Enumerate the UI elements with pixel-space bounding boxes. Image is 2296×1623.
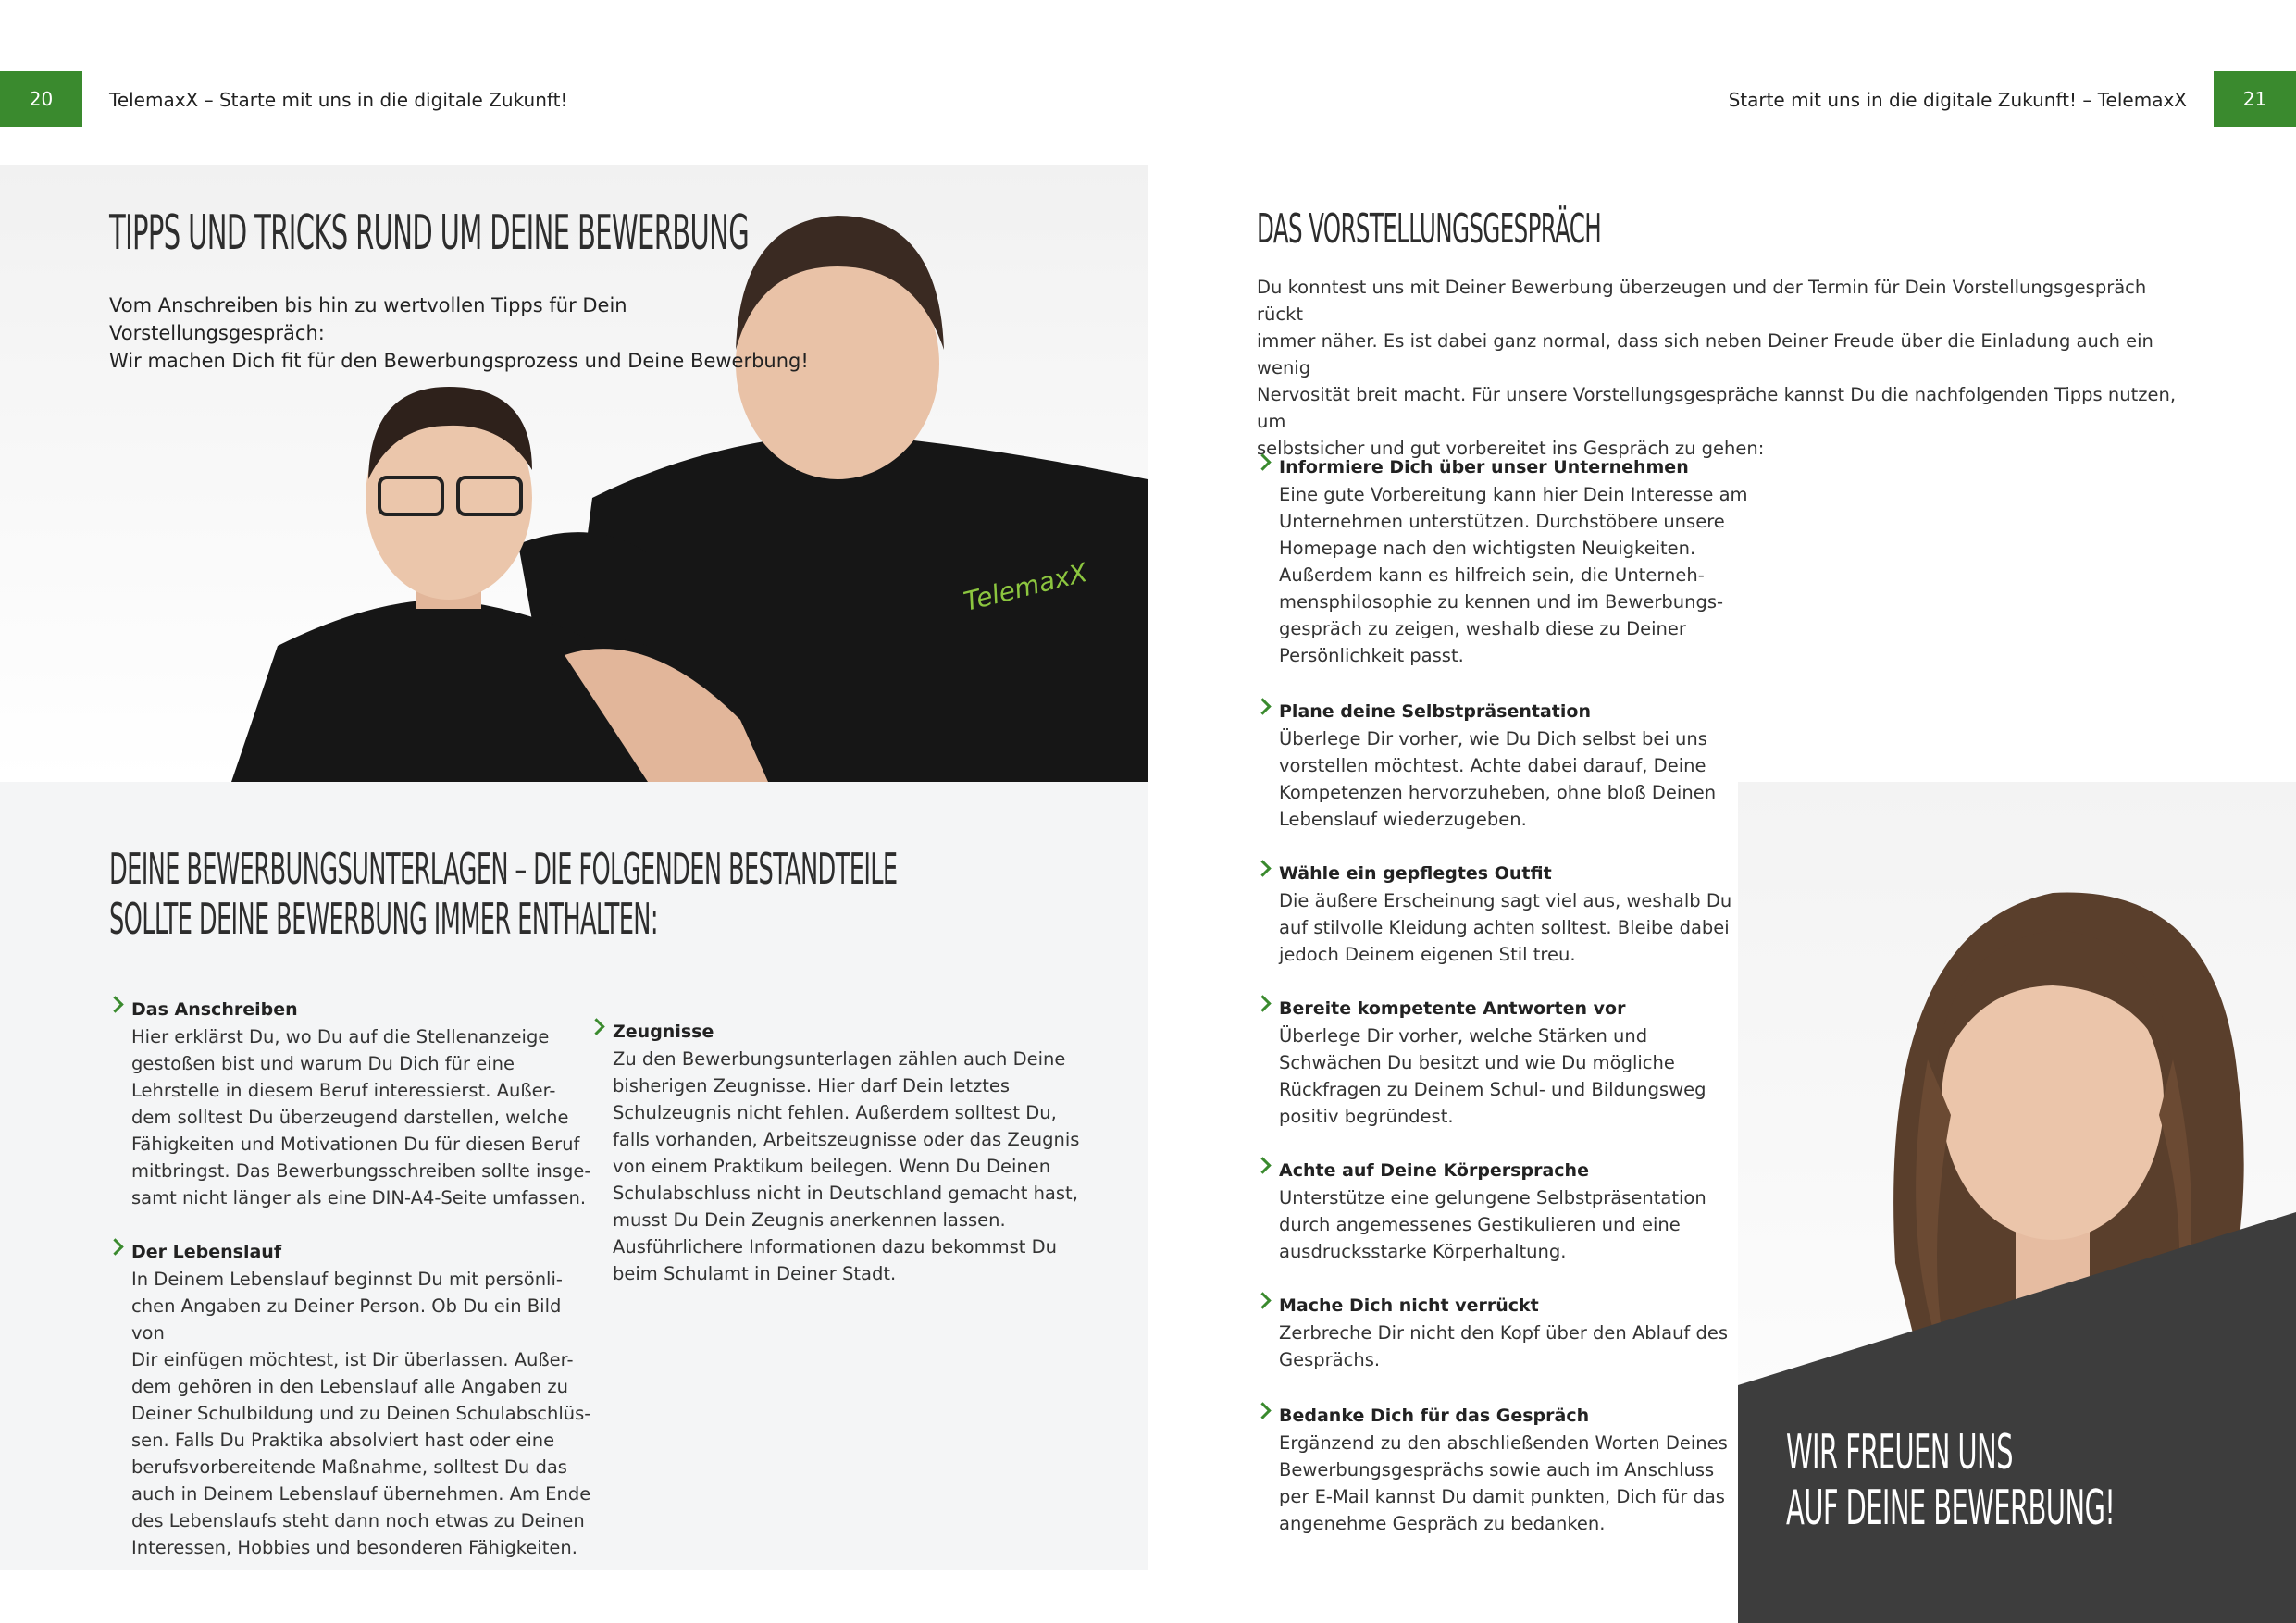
intro-left-line1: Vom Anschreiben bis hin zu wertvollen Tipps für Dein Vorstellungsgespräch: <box>109 294 627 344</box>
tip-antworten <box>1257 996 1751 1130</box>
item-line: In Deinem Lebenslauf beginnst Du mit persönli- <box>131 1269 563 1290</box>
page-title-left: TIPPS UND TRICKS RUND UM DEINE BEWERBUNG <box>109 205 750 261</box>
tip-body <box>1279 1022 1751 1130</box>
tip-line: ausdrucksstarke Körperhaltung. <box>1279 1241 1567 1262</box>
tip-line: Rückfragen zu Deinem Schul- und Bildungsweg <box>1279 1079 1706 1100</box>
item-line: Hier erklärst Du, wo Du auf die Stellenanzeige <box>131 1026 550 1047</box>
tip-title: Informiere Dich über unser Unternehmen <box>1279 457 1689 477</box>
item-title: Der Lebenslauf <box>131 1242 282 1262</box>
chevron-right-icon <box>106 996 123 1012</box>
tip-line: Schwächen Du besitzt und wie Du mögliche <box>1279 1052 1675 1073</box>
item-line: Schulabschluss nicht in Deutschland gemacht hast, <box>613 1183 1078 1204</box>
closing-message <box>1786 1425 2115 1536</box>
tip-nicht-verrueckt <box>1257 1293 1751 1373</box>
item-line: Ausführlichere Informationen dazu bekommst Du <box>613 1236 1057 1258</box>
page-number-right: 21 <box>2214 71 2296 127</box>
tip-line: durch angemessenes Gestikulieren und eine <box>1279 1214 1681 1235</box>
tip-line: Unterstütze eine gelungene Selbstpräsentation <box>1279 1187 1706 1208</box>
item-body <box>613 1046 1094 1287</box>
item-line: von einem Praktikum beilegen. Wenn Du Deinen <box>613 1156 1051 1177</box>
item-title: Das Anschreiben <box>131 999 298 1020</box>
tip-line: Überlege Dir vorher, wie Du Dich selbst bei uns <box>1279 728 1707 750</box>
closing-line2: AUF DEINE BEWERBUNG! <box>1786 1481 2116 1536</box>
tip-line: jedoch Deinem eigenen Stil treu. <box>1279 944 1576 965</box>
chevron-right-icon <box>1254 860 1271 876</box>
item-line: dem solltest Du überzeugend darstellen, welche <box>131 1107 569 1128</box>
documents-heading <box>109 844 898 944</box>
item-line: Interessen, Hobbies und besonderen Fähigkeiten. <box>131 1537 577 1558</box>
item-line: dem gehören in den Lebenslauf alle Angaben zu <box>131 1376 569 1397</box>
tip-line: mensphilosophie zu kennen und im Bewerbungs- <box>1279 591 1724 613</box>
tip-line: Kompetenzen hervorzuheben, ohne bloß Deinen <box>1279 782 1717 803</box>
chevron-right-icon <box>1254 698 1271 714</box>
tip-body <box>1279 1319 1751 1373</box>
tip-line: Persönlichkeit passt. <box>1279 645 1464 666</box>
tip-outfit <box>1257 861 1751 968</box>
item-line: mitbringst. Das Bewerbungsschreiben sollte insge- <box>131 1160 591 1182</box>
chevron-right-icon <box>1254 453 1271 470</box>
tip-title: Achte auf Deine Körpersprache <box>1279 1160 1589 1181</box>
item-line: falls vorhanden, Arbeitszeugnisse oder das Zeugnis <box>613 1129 1080 1150</box>
tip-line: per E-Mail kannst Du damit punkten, Dich für das <box>1279 1486 1725 1507</box>
tip-title: Mache Dich nicht verrückt <box>1279 1295 1539 1316</box>
intro-right <box>1257 274 2191 462</box>
tip-body <box>1279 481 1751 669</box>
tip-line: angenehme Gespräch zu bedanken. <box>1279 1513 1606 1534</box>
item-body <box>131 1023 594 1211</box>
page-title-right: DAS VORSTELLUNGSGESPRÄCH <box>1257 205 1602 253</box>
tip-line: Eine gute Vorbereitung kann hier Dein Interesse am <box>1279 484 1748 505</box>
item-zeugnisse <box>590 1019 1094 1287</box>
tip-line: Lebenslauf wiederzugeben. <box>1279 809 1527 830</box>
tip-title: Plane deine Selbstpräsentation <box>1279 701 1591 722</box>
item-anschreiben <box>109 997 594 1211</box>
item-line: sen. Falls Du Praktika absolviert hast oder eine <box>131 1430 555 1451</box>
chevron-right-icon <box>1254 995 1271 1011</box>
item-line: Fähigkeiten und Motivationen Du für diesen Beruf <box>131 1134 580 1155</box>
chevron-right-icon <box>106 1238 123 1255</box>
tip-line: vorstellen möchtest. Achte dabei darauf, Deine <box>1279 755 1706 776</box>
item-line: gestoßen bist und warum Du Dich für eine <box>131 1053 515 1074</box>
item-lebenslauf <box>109 1239 594 1561</box>
running-head-left: TelemaxX – Starte mit uns in die digitale Zukunft! <box>109 89 568 111</box>
intro-left-line2: Wir machen Dich fit für den Bewerbungsprozess und Deine Bewerbung! <box>109 350 809 372</box>
intro-right-line: immer näher. Es ist dabei ganz normal, dass sich neben Deiner Freude über die Einladung auch ein wenig <box>1257 330 2153 378</box>
tip-line: Außerdem kann es hilfreich sein, die Unterneh- <box>1279 564 1705 586</box>
intro-right-line: selbstsicher und gut vorbereitet ins Gespräch zu gehen: <box>1257 438 1765 459</box>
tip-body <box>1279 1184 1751 1265</box>
chevron-right-icon <box>1254 1292 1271 1308</box>
tip-bedanke <box>1257 1403 1751 1537</box>
tip-line: Überlege Dir vorher, welche Stärken und <box>1279 1025 1648 1047</box>
tip-line: positiv begründest. <box>1279 1106 1454 1127</box>
chevron-right-icon <box>1254 1402 1271 1419</box>
tip-selbstpraesentation <box>1257 699 1751 833</box>
tip-informiere <box>1257 454 1751 669</box>
item-line: beim Schulamt in Deiner Stadt. <box>613 1263 897 1284</box>
tip-line: Die äußere Erscheinung sagt viel aus, weshalb Du <box>1279 890 1732 911</box>
running-head-right: Starte mit uns in die digitale Zukunft! – TelemaxX <box>1728 89 2187 111</box>
item-line: musst Du Dein Zeugnis anerkennen lassen. <box>613 1209 1006 1231</box>
chevron-right-icon <box>588 1018 604 1035</box>
tip-koerpersprache <box>1257 1158 1751 1265</box>
tip-line: Unternehmen unterstützen. Durchstöbere unsere <box>1279 511 1725 532</box>
tip-line: Homepage nach den wichtigsten Neuigkeiten. <box>1279 538 1696 559</box>
intro-right-line: Du konntest uns mit Deiner Bewerbung überzeugen und der Termin für Dein Vorstellungsgespräch rückt <box>1257 277 2147 325</box>
item-line: auch in Deinem Lebenslauf übernehmen. Am Ende <box>131 1483 591 1505</box>
documents-heading-line2: SOLLTE DEINE BEWERBUNG IMMER ENTHALTEN: <box>109 894 658 944</box>
closing-line1: WIR FREUEN UNS <box>1786 1425 2013 1481</box>
tip-line: Zerbreche Dir nicht den Kopf über den Ablauf des <box>1279 1322 1729 1344</box>
item-line: bisherigen Zeugnisse. Hier darf Dein letztes <box>613 1075 1011 1096</box>
tip-line: gespräch zu zeigen, weshalb diese zu Deiner <box>1279 618 1686 639</box>
item-line: chen Angaben zu Deiner Person. Ob Du ein Bild von <box>131 1295 562 1344</box>
shirt-logo: TelemaxX <box>961 557 1091 617</box>
documents-heading-line1: DEINE BEWERBUNGSUNTERLAGEN – DIE FOLGENDEN BESTANDTEILE <box>109 844 898 894</box>
item-line: Dir einfügen möchtest, ist Dir überlassen. Außer- <box>131 1349 574 1370</box>
tip-title: Wähle ein gepflegtes Outfit <box>1279 863 1552 884</box>
tip-body <box>1279 887 1751 968</box>
tip-line: auf stilvolle Kleidung achten solltest. Bleibe dabei <box>1279 917 1730 938</box>
tip-title: Bedanke Dich für das Gespräch <box>1279 1406 1590 1426</box>
item-line: Lehrstelle in diesem Beruf interessierst. Außer- <box>131 1080 556 1101</box>
tip-line: Gesprächs. <box>1279 1349 1381 1370</box>
intro-right-line: Nervosität breit macht. Für unsere Vorstellungsgespräche kannst Du die nachfolgenden Tipps nutzen, um <box>1257 384 2177 432</box>
page-number-left: 20 <box>0 71 82 127</box>
tip-title: Bereite kompetente Antworten vor <box>1279 998 1626 1019</box>
item-line: des Lebenslaufs steht dann noch etwas zu Deinen <box>131 1510 585 1531</box>
item-line: Deiner Schulbildung und zu Deinen Schulabschlüs- <box>131 1403 591 1424</box>
item-title: Zeugnisse <box>613 1022 714 1042</box>
intro-left <box>109 291 813 375</box>
tip-body <box>1279 1430 1751 1537</box>
item-line: berufsvorbereitende Maßnahme, solltest Du das <box>131 1456 567 1478</box>
chevron-right-icon <box>1254 1157 1271 1173</box>
item-line: Zu den Bewerbungsunterlagen zählen auch Deine <box>613 1048 1066 1070</box>
item-line: Schulzeugnis nicht fehlen. Außerdem solltest Du, <box>613 1102 1057 1123</box>
item-body <box>131 1266 594 1561</box>
tip-line: Bewerbungsgesprächs sowie auch im Anschluss <box>1279 1459 1715 1481</box>
item-line: samt nicht länger als eine DIN-A4-Seite umfassen. <box>131 1187 587 1208</box>
tip-line: Ergänzend zu den abschließenden Worten Deines <box>1279 1432 1728 1454</box>
tip-body <box>1279 725 1751 833</box>
